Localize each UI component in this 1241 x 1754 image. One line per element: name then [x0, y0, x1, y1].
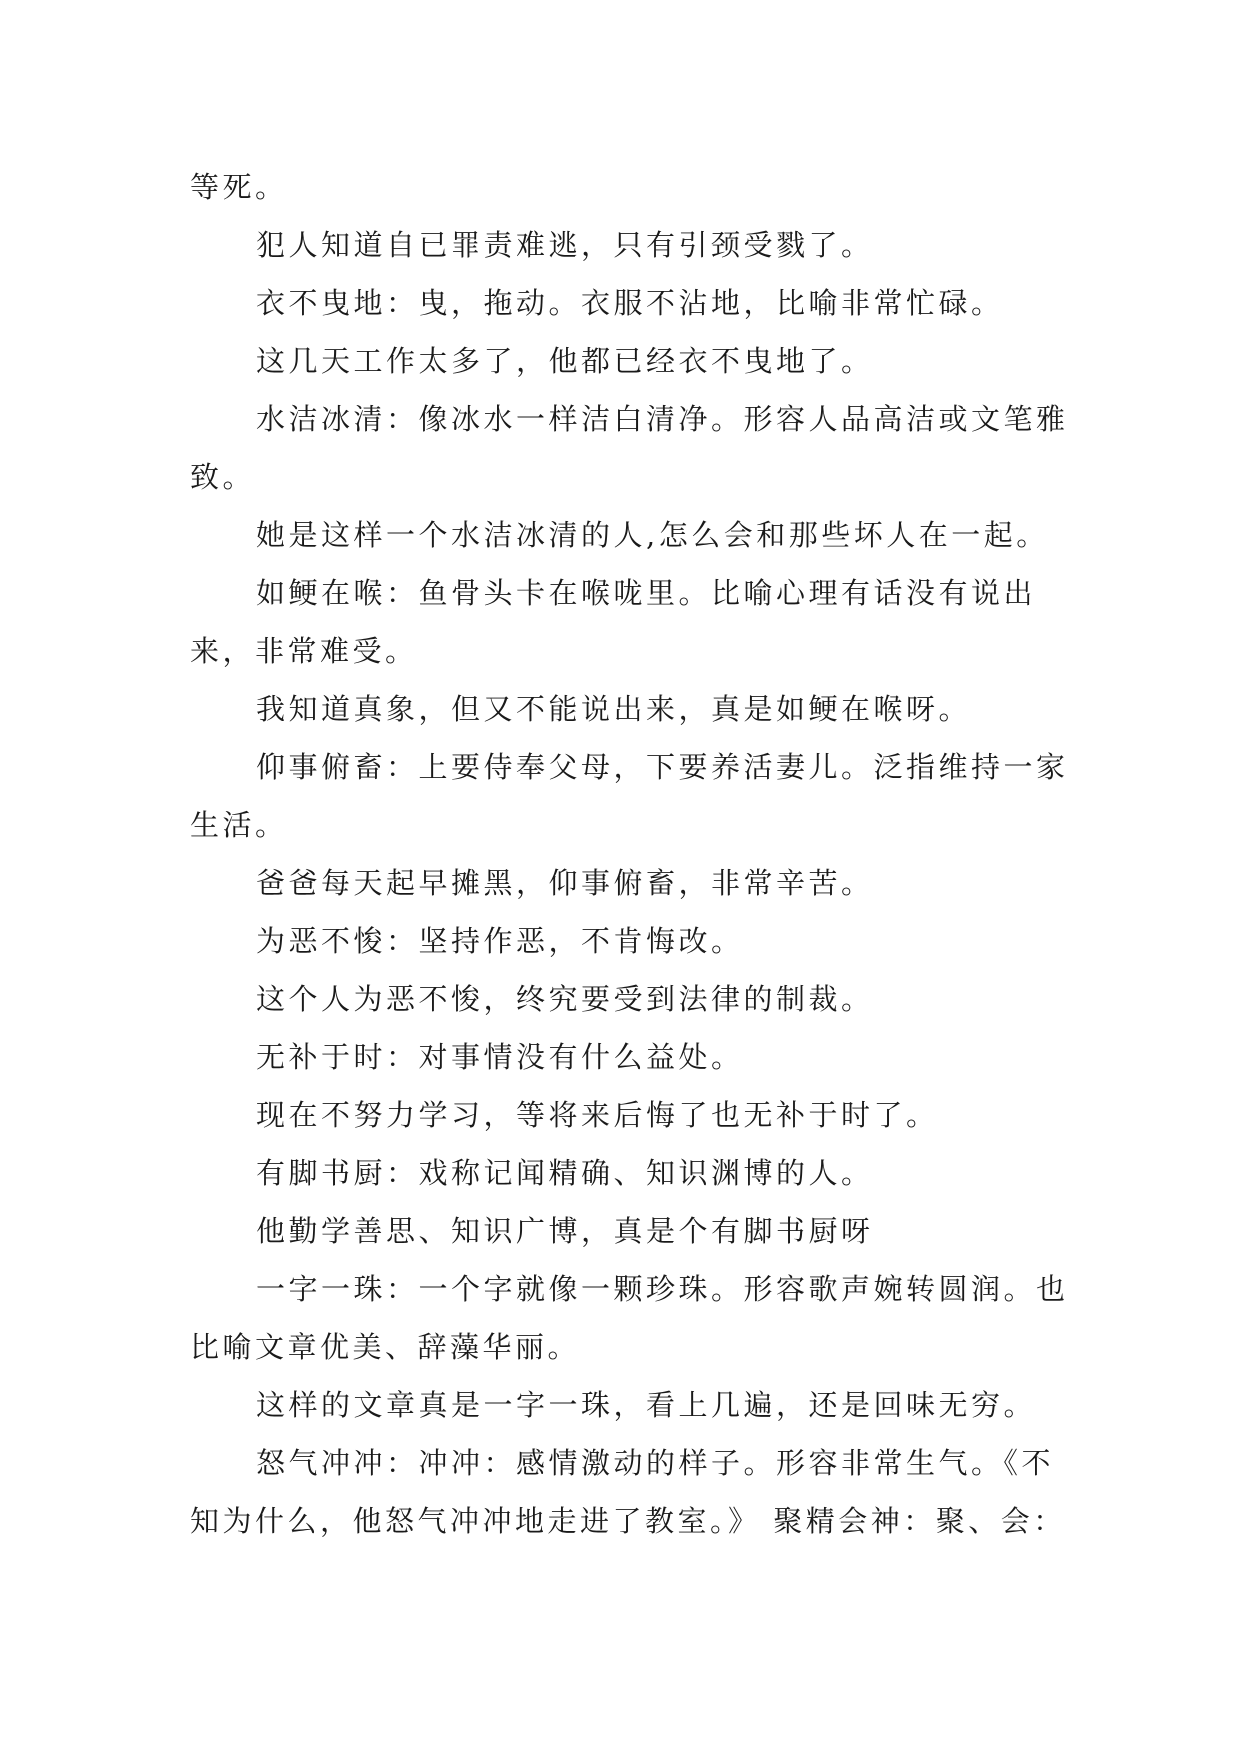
paragraph: 水洁冰清：像冰水一样洁白清净。形容人品高洁或文笔雅致。 [190, 402, 1069, 494]
document-body [190, 158, 1070, 1550]
paragraph: 有脚书厨：戏称记闻精确、知识渊博的人。 [256, 1156, 874, 1190]
paragraph: 怒气冲冲：冲冲：感情激动的样子。形容非常生气。《不知为什么，他怒气冲冲地走进了教室。》 聚精会神：聚、会： [190, 1446, 1066, 1538]
paragraph: 衣不曳地：曳，拖动。衣服不沾地，比喻非常忙碌。 [256, 286, 1004, 320]
paragraph: 这几天工作太多了，他都已经衣不曳地了。 [256, 344, 874, 378]
paragraph: 这样的文章真是一字一珠，看上几遍，还是回味无穷。 [256, 1388, 1037, 1422]
paragraph: 这个人为恶不悛，终究要受到法律的制裁。 [256, 982, 874, 1016]
paragraph: 等死。 [190, 170, 288, 204]
paragraph: 我知道真象，但又不能说出来，真是如鲠在喉呀。 [256, 692, 972, 726]
paragraph: 爸爸每天起早摊黑，仰事俯畜，非常辛苦。 [256, 866, 874, 900]
paragraph: 现在不努力学习，等将来后悔了也无补于时了。 [256, 1098, 939, 1132]
paragraph: 犯人知道自已罪责难逃，只有引颈受戮了。 [256, 228, 874, 262]
paragraph: 一字一珠：一个字就像一颗珍珠。形容歌声婉转圆润。也比喻文章优美、辞藻华丽。 [190, 1272, 1069, 1364]
paragraph: 无补于时：对事情没有什么益处。 [256, 1040, 744, 1074]
paragraph: 她是这样一个水洁冰清的人,怎么会和那些坏人在一起。 [256, 518, 1049, 552]
paragraph: 仰事俯畜：上要侍奉父母，下要养活妻儿。泛指维持一家生活。 [190, 750, 1069, 842]
paragraph: 他勤学善思、知识广博，真是个有脚书厨呀 [256, 1214, 874, 1248]
paragraph: 为恶不悛：坚持作恶，不肯悔改。 [256, 924, 744, 958]
paragraph: 如鲠在喉：鱼骨头卡在喉咙里。比喻心理有话没有说出来，非常难受。 [190, 576, 1037, 668]
